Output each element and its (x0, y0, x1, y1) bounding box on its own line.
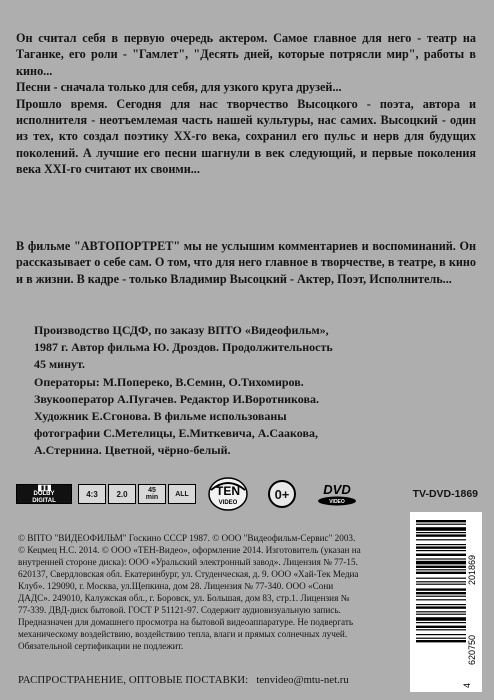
barcode-bar (416, 581, 466, 582)
barcode-bar (416, 634, 466, 635)
barcode-bar (416, 569, 466, 570)
catalog-number: TV-DVD-1869 (412, 488, 478, 500)
distribution-email: tenvideo@mtu-net.ru (256, 674, 349, 686)
barcode-bar (416, 524, 466, 525)
barcode-bar (416, 599, 466, 600)
barcode-bar (416, 561, 466, 565)
barcode-bar (416, 617, 466, 621)
legal-copyright-text: © ВПТО "ВИДЕОФИЛЬМ" Госкино СССР 1987. © ООО "Видеофильм-Сервис" 2003. © Кецмец Н.С. 2014. © ООО «ТЕН-Видео», оформление 2014. Изготовитель (указан на внутренней стороне диска): ООО «Уральский электронный завод». Лицензия № 77-15. 620137, Свердловская обл. Екатеринбург, ул. Студенческая, д. 9. ООО «Хай-Тек Медиа Клуб». 129090, г. Москва, ул.Щепкина, дом 28. Лицензия № 77-340. ООО «Сони ДАДС». 249010, Калужская обл., г. Боровск, ул. Большая, дом 83, стр.1. Лицензия № 77-339. ДВД-диск бытовой. ГОСТ Р 51121-97. Содержит аудиовизуальную запись. Предназначен для домашнего просмотра на бытовой видеоаппаратуре. Не подвергать механическому воздействию, воздействию тепла, влаги и прямых солнечных лучей. Обязательной сертификации не подлежит. (18, 533, 361, 652)
barcode-bar (416, 527, 466, 531)
digital-label: DIGITAL (32, 497, 56, 504)
duration-unit: min (145, 494, 159, 501)
barcode-bar (416, 638, 466, 639)
barcode-bar (416, 606, 466, 608)
barcode-bar (416, 572, 466, 574)
barcode-bar (416, 611, 466, 612)
dolby-dd-icon: ◧◨ (37, 482, 51, 492)
format-logos-row (16, 480, 478, 510)
barcode-bar (416, 566, 466, 568)
dvd-logo-sub: VIDEO (329, 499, 345, 505)
ten-logo-text: TEN (216, 484, 240, 498)
barcode-group-2: 201869 (467, 554, 477, 586)
dvd-video-logo (314, 480, 360, 510)
barcode-bar (416, 614, 466, 615)
ten-logo-sub: VIDEO (218, 500, 238, 506)
barcode-bar (416, 626, 466, 628)
barcode-bar (416, 532, 466, 533)
barcode-bar (416, 554, 466, 556)
barcode-bar (416, 546, 466, 548)
ten-video-logo (206, 472, 250, 512)
dolby-label: DOLBY (33, 490, 55, 497)
duration-value: 45 (148, 487, 156, 494)
barcode-bar (416, 588, 466, 590)
barcode-bar (416, 539, 466, 540)
age-rating-badge: 0+ (268, 480, 296, 508)
barcode-bar (416, 604, 466, 605)
barcode-first-digit: 4 (462, 682, 472, 688)
barcode-graphic (410, 512, 482, 692)
barcode-bar (416, 550, 466, 551)
region-badge: ALL (168, 484, 196, 504)
distribution-line (18, 673, 418, 687)
distribution-label: РАСПРОСТРАНЕНИЕ, ОПТОВЫЕ ПОСТАВКИ: (18, 674, 249, 686)
intro-paragraph: Он считал себя в первую очередь актером. Самое главное для него - театр на Таганке, его роли - "Гамлет", "Десять дней, которые потрясли мир", работы в кино... Песни - сначала только для себя, для узкого круга друзей... Прошло время. Сегодня для нас творчество Высоцкого - поэта, автора и исполнителя - неотъемлемая часть нашей культуры, нас самих. Высоцкий - один из тех, кто создал поэтику XX-го века, сохранил его пульс и нерв для будущих поколений. А лучшие его песни шагнули в век следующий, и первые поколения века XXI-го считают их своими... (16, 31, 476, 177)
barcode-bar (416, 558, 466, 559)
barcode-bar (416, 544, 466, 545)
aspect-ratio-badge: 4:3 (78, 484, 106, 504)
barcode-bar (416, 640, 466, 642)
dolby-digital-logo (16, 484, 72, 504)
barcode-bar (416, 534, 466, 536)
barcode-bar (416, 520, 466, 522)
barcode-group-1: 620750 (467, 634, 477, 666)
duration-badge (138, 484, 166, 504)
barcode-bar (416, 578, 466, 579)
barcode-bar (416, 584, 466, 585)
dvd-logo-text: DVD (323, 482, 351, 497)
barcode-bar (416, 592, 466, 594)
barcode-bar (416, 622, 466, 623)
ean-barcode (410, 512, 482, 692)
barcode-bar (416, 596, 466, 597)
production-credits: Производство ЦСДФ, по заказу ВПТО «Видеофильм», 1987 г. Автор фильма Ю. Дроздов. Продолжительность 45 минут. Операторы: М.Поперeко, В.Семин, О.Тихомиров. Звукооператор А.Пугачев. Редактор И.Воротникова. Художник Е.Сгонова. В фильме использованы фотографии С.Метелицы, Е.Миткевича, А.Саакова, А.Стернина. Цветной, чёрно-белый. (34, 323, 333, 458)
film-description: В фильме "АВТОПОРТРЕТ" мы не услышим комментариев и воспоминаний. Он рассказывает о себе сам. О том, что для него главное в творчестве, в театре, в кино и в жизни. В кадре - только Владимир Высоцкий - Актер, Поэт, Исполнитель... (16, 239, 476, 286)
audio-channels-badge: 2.0 (108, 484, 136, 504)
barcode-bar (416, 629, 466, 630)
